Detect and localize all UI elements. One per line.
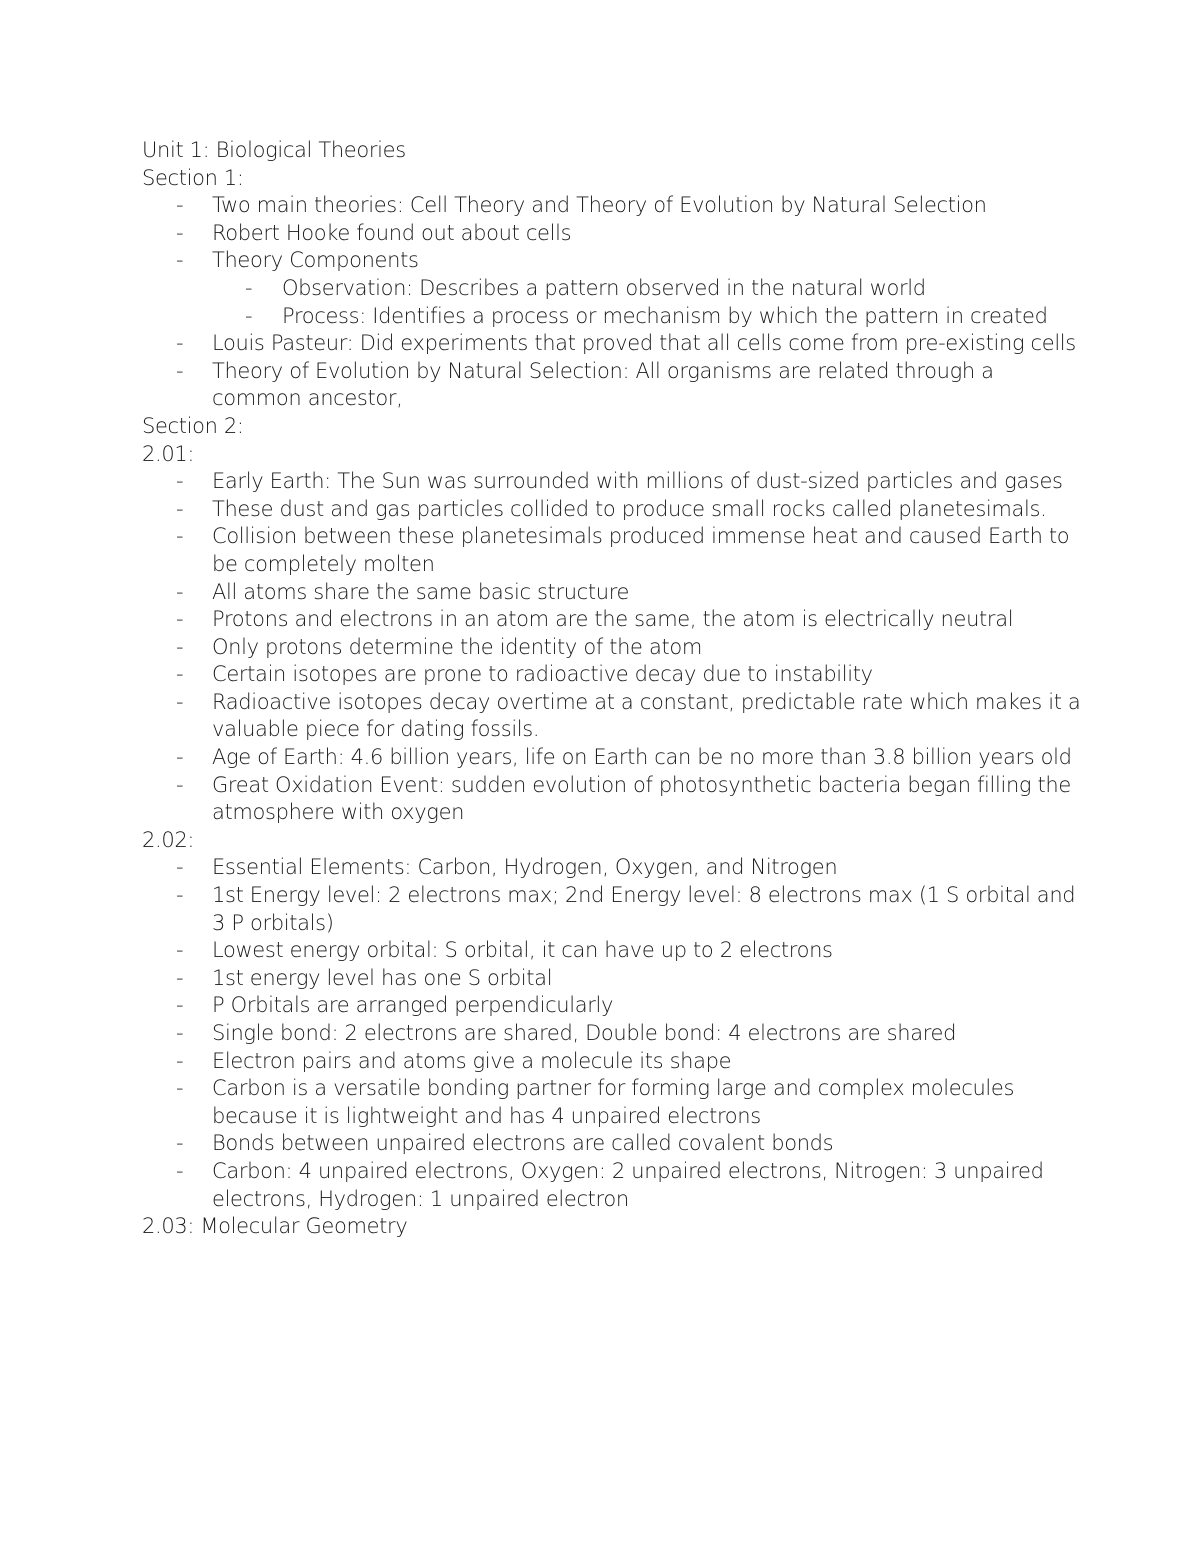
list-item: - Only protons determine the identity of the atom — [142, 634, 1082, 662]
theory-components-sublist — [212, 275, 1082, 330]
list-item: - Theory of Evolution by Natural Selection: All organisms are related through a common ancestor, — [142, 358, 1082, 413]
sub-list-item: - Observation: Describes a pattern observed in the natural world — [141, 275, 1082, 303]
page-title: Unit 1: Biological Theories — [142, 138, 406, 162]
list-item: - Essential Elements: Carbon, Hydrogen, Oxygen, and Nitrogen — [142, 854, 1082, 882]
list-item: - Theory Components - Observation: Describes a pattern observed in the natural world - Process: Identifies a process or mechanism by which the pattern in created — [142, 247, 1082, 330]
subsection-2-01-heading: 2.01: — [142, 441, 195, 466]
list-item: - Early Earth: The Sun was surrounded with millions of dust-sized particles and gases — [142, 468, 1082, 496]
list-item: - Robert Hooke found out about cells — [142, 220, 1082, 248]
section-1-heading: Section 1: — [142, 165, 244, 190]
section-1-list — [142, 192, 1082, 413]
list-item: - These dust and gas particles collided to produce small rocks called planetesimals. — [142, 496, 1082, 524]
subsection-2-02-heading: 2.02: — [142, 827, 195, 852]
subsection-2-03-heading: 2.03: Molecular Geometry — [142, 1214, 408, 1239]
list-item: - Age of Earth: 4.6 billion years, life on Earth can be no more than 3.8 billion years old — [142, 744, 1082, 772]
list-item: - Louis Pasteur: Did experiments that proved that all cells come from pre-existing cells — [142, 330, 1082, 358]
list-item: - 1st energy level has one S orbital — [142, 965, 1082, 993]
list-item: - Bonds between unpaired electrons are called covalent bonds — [142, 1130, 1082, 1158]
list-item: - Carbon: 4 unpaired electrons, Oxygen: 2 unpaired electrons, Nitrogen: 3 unpaired electrons, Hydrogen: 1 unpaired electron — [142, 1158, 1082, 1213]
list-item: - Great Oxidation Event: sudden evolution of photosynthetic bacteria began filling the atmosphere with oxygen — [142, 772, 1082, 827]
subsection-2-02-list — [142, 854, 1082, 1213]
list-item: - Two main theories: Cell Theory and Theory of Evolution by Natural Selection — [142, 192, 1082, 220]
subsection-2-01-list — [142, 468, 1082, 827]
list-item: - Radioactive isotopes decay overtime at a constant, predictable rate which makes it a valuable piece for dating fossils. — [142, 689, 1082, 744]
list-item: - Carbon is a versatile bonding partner for forming large and complex molecules because it is lightweight and has 4 unpaired electrons — [142, 1075, 1082, 1130]
list-item: - Single bond: 2 electrons are shared, Double bond: 4 electrons are shared — [142, 1020, 1082, 1048]
list-item: - Protons and electrons in an atom are the same, the atom is electrically neutral — [142, 606, 1082, 634]
section-2-heading: Section 2: — [142, 413, 244, 438]
list-item: - Collision between these planetesimals produced immense heat and caused Earth to be completely molten — [142, 523, 1082, 578]
list-item: - All atoms share the same basic structure — [142, 579, 1082, 607]
list-item: - P Orbitals are arranged perpendicularly — [142, 992, 1082, 1020]
list-item: - 1st Energy level: 2 electrons max; 2nd Energy level: 8 electrons max (1 S orbital and 3 P orbitals) — [142, 882, 1082, 937]
sub-list-item: - Process: Identifies a process or mechanism by which the pattern in created — [141, 303, 1082, 331]
list-item: - Certain isotopes are prone to radioactive decay due to instability — [142, 661, 1082, 689]
list-item: - Electron pairs and atoms give a molecule its shape — [142, 1048, 1082, 1076]
list-item: - Lowest energy orbital: S orbital, it can have up to 2 electrons — [142, 937, 1082, 965]
document-page — [142, 137, 1082, 1241]
